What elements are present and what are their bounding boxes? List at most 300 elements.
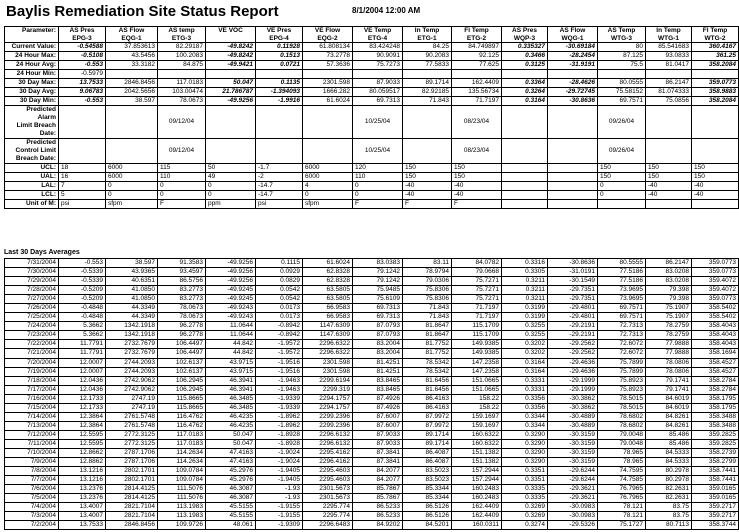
- daily-value: 78.0806: [646, 367, 692, 376]
- stat-value: 361.25: [692, 52, 739, 61]
- pred-label: [5, 106, 59, 139]
- daily-date: 7/31/2004: [5, 259, 59, 268]
- stat-value: 81.0417: [646, 61, 692, 70]
- pred-label: [5, 139, 59, 164]
- pred-date: [303, 139, 353, 164]
- param-header: [158, 27, 206, 43]
- limit-value: [692, 200, 739, 209]
- stat-value: 57.3636: [303, 61, 353, 70]
- daily-value: 44.3349: [106, 304, 158, 313]
- daily-value: 83.2004: [353, 349, 403, 358]
- pred-date: 09/12/04: [158, 139, 206, 164]
- daily-value: 359.4072: [692, 286, 739, 295]
- daily-value: -1.93: [256, 485, 303, 494]
- stat-value: 9.06783: [59, 88, 106, 97]
- daily-value: 84.5333: [646, 458, 692, 467]
- daily-value: -1.9572: [256, 349, 303, 358]
- pred-date: 09/26/04: [598, 139, 646, 164]
- daily-value: 46.3087: [206, 494, 256, 503]
- daily-value: 91.3583: [158, 259, 206, 268]
- daily-date: 7/30/2004: [5, 268, 59, 277]
- limit-value: 6000: [303, 173, 353, 182]
- daily-value: -1.9516: [256, 367, 303, 376]
- daily-value: 116.4762: [158, 412, 206, 421]
- daily-value: 0.3211: [502, 295, 548, 304]
- stat-value: 89.1714: [403, 79, 452, 88]
- daily-value: 45.2976: [206, 476, 256, 485]
- daily-value: 2295.4603: [303, 467, 353, 476]
- limit-value: -40: [646, 182, 692, 191]
- daily-value: 75.1727: [598, 521, 646, 530]
- daily-date: 7/17/2004: [5, 385, 59, 394]
- limit-value: 0: [106, 191, 158, 200]
- daily-value: 78.5342: [403, 367, 452, 376]
- pred-label-line: Predicted Alarm: [26, 106, 56, 121]
- daily-value: -0.5209: [59, 286, 106, 295]
- limit-value: 0: [353, 191, 403, 200]
- daily-value: 358.1795: [692, 394, 739, 403]
- daily-value: 87.4926: [353, 403, 403, 412]
- limit-value: 49: [206, 173, 256, 182]
- daily-date: 7/14/2004: [5, 412, 59, 421]
- daily-value: 81.8647: [403, 322, 452, 331]
- limit-value: -40: [403, 182, 452, 191]
- param-id: ETG-1: [417, 34, 437, 42]
- stat-value: -0.54588: [59, 43, 106, 52]
- stat-value: 100.2083: [158, 52, 206, 61]
- daily-value: 44.3349: [106, 313, 158, 322]
- daily-value: 160.6322: [452, 430, 502, 439]
- daily-value: 78.2759: [646, 322, 692, 331]
- daily-value: 151.0665: [452, 376, 502, 385]
- daily-value: 81.7752: [403, 340, 452, 349]
- daily-date: 7/27/2004: [5, 295, 59, 304]
- daily-value: 79.0668: [452, 268, 502, 277]
- limit-value: 150: [452, 164, 502, 173]
- pred-label-line: Breach Date:: [15, 155, 56, 162]
- daily-value: 87.9033: [353, 439, 403, 448]
- daily-value: 0.3356: [502, 394, 548, 403]
- daily-value: -1.8928: [256, 430, 303, 439]
- stat-value: -0.5108: [59, 52, 106, 61]
- daily-row: [5, 358, 739, 367]
- daily-row: [5, 286, 739, 295]
- stat-value: 80.059517: [353, 88, 403, 97]
- daily-row: [5, 412, 739, 421]
- limit-row-unit: [5, 200, 739, 209]
- param-header: [502, 27, 548, 43]
- daily-date: 7/19/2004: [5, 367, 59, 376]
- stat-value: [548, 70, 598, 79]
- daily-value: 2732.7679: [106, 349, 158, 358]
- daily-value: -49.9243: [206, 304, 256, 313]
- daily-value: 0.3255: [502, 322, 548, 331]
- daily-row: [5, 467, 739, 476]
- daily-value: 84.2077: [353, 467, 403, 476]
- stat-value: 50.047: [206, 79, 256, 88]
- stat-value: [106, 70, 158, 79]
- daily-value: -1.9024: [256, 448, 303, 457]
- daily-value: 84.0782: [452, 259, 502, 268]
- stat-value: 0.3125: [502, 61, 548, 70]
- daily-value: 0.3269: [502, 512, 548, 521]
- stat-value: 360.4167: [692, 43, 739, 52]
- pred-date: 08/23/04: [452, 106, 502, 139]
- stat-row-current: [5, 43, 739, 52]
- limit-value: -1.7: [256, 164, 303, 173]
- limit-value: 6000: [106, 164, 158, 173]
- stat-value: 117.0183: [158, 79, 206, 88]
- param-header: [403, 27, 452, 43]
- daily-value: 0.3202: [502, 340, 548, 349]
- limit-row-lcl: [5, 191, 739, 200]
- limit-value: 115: [158, 164, 206, 173]
- daily-value: 0.3199: [502, 313, 548, 322]
- daily-value: 358.2784: [692, 376, 739, 385]
- stat-value: [452, 70, 502, 79]
- stat-value: 83.424248: [353, 43, 403, 52]
- daily-value: -0.553: [59, 259, 106, 268]
- limit-value: [502, 173, 548, 182]
- limit-value: 0: [353, 182, 403, 191]
- daily-value: 0.3290: [502, 458, 548, 467]
- report-date: 8/1/2004 12:00 AM: [352, 6, 421, 15]
- daily-value: 46.4235: [206, 421, 256, 430]
- daily-row: [5, 403, 739, 412]
- limit-value: 150: [598, 173, 646, 182]
- daily-value: 86.4163: [403, 394, 452, 403]
- daily-value: 85.7867: [353, 494, 403, 503]
- daily-value: 0.3331: [502, 385, 548, 394]
- daily-value: -30.3159: [548, 430, 598, 439]
- daily-value: -1.9572: [256, 340, 303, 349]
- daily-value: 2787.1706: [106, 458, 158, 467]
- stat-value: 75.5: [598, 61, 646, 70]
- daily-value: 109.0784: [158, 476, 206, 485]
- daily-value: 358.7441: [692, 476, 739, 485]
- daily-value: -30.0983: [548, 512, 598, 521]
- daily-value: 12.3864: [59, 412, 106, 421]
- daily-value: 2732.7679: [106, 340, 158, 349]
- daily-value: 0.3290: [502, 439, 548, 448]
- daily-value: 71.843: [403, 313, 452, 322]
- daily-value: 0.3331: [502, 376, 548, 385]
- daily-value: 41.0850: [106, 295, 158, 304]
- pred-date: [206, 106, 256, 139]
- daily-value: 111.5076: [158, 494, 206, 503]
- stat-value: 82.92185: [403, 88, 452, 97]
- daily-value: 0.0929: [256, 268, 303, 277]
- daily-value: 73.9695: [598, 295, 646, 304]
- daily-value: 80.2978: [646, 467, 692, 476]
- pred-date: [502, 106, 548, 139]
- param-name: Fl Temp: [702, 27, 728, 34]
- pred-date: [548, 139, 598, 164]
- limit-label: UCL:: [5, 164, 59, 173]
- daily-value: 2296.6322: [303, 340, 353, 349]
- pred-date: 10/25/04: [353, 106, 403, 139]
- daily-value: 79.0048: [598, 430, 646, 439]
- limit-value: sfpm: [106, 200, 158, 209]
- daily-value: 78.121: [598, 503, 646, 512]
- stat-row-avg24: [5, 61, 739, 70]
- daily-value: 2301.5673: [303, 494, 353, 503]
- daily-value: 0.3305: [502, 268, 548, 277]
- daily-value: -29.4801: [548, 304, 598, 313]
- daily-value: 115.8665: [158, 403, 206, 412]
- daily-value: -49.9256: [206, 277, 256, 286]
- daily-value: 358.3488: [692, 421, 739, 430]
- param-name: AS Flow: [118, 27, 145, 34]
- daily-value: -29.6244: [548, 467, 598, 476]
- daily-value: 83.11: [403, 259, 452, 268]
- stat-value: 2846.8456: [106, 79, 158, 88]
- daily-value: 0.3344: [502, 412, 548, 421]
- stat-value: 0.3364: [502, 79, 548, 88]
- daily-value: 109.0784: [158, 467, 206, 476]
- limit-value: 0: [598, 182, 646, 191]
- param-id: ETG-4: [367, 34, 388, 42]
- daily-value: 47.4163: [206, 458, 256, 467]
- daily-value: 0.3344: [502, 421, 548, 430]
- stat-value: 38.597: [106, 97, 158, 106]
- daily-value: -29.2562: [548, 349, 598, 358]
- daily-value: 2296.6483: [303, 521, 353, 530]
- daily-value: 81.6456: [403, 385, 452, 394]
- daily-value: 63.5805: [303, 286, 353, 295]
- param-name: AS Pres: [512, 27, 537, 34]
- daily-row: [5, 503, 739, 512]
- daily-value: 83.8465: [353, 385, 403, 394]
- pred-date: [59, 139, 106, 164]
- daily-value: 0.3211: [502, 277, 548, 286]
- daily-value: 115.1709: [452, 322, 502, 331]
- status-summary-table: [4, 26, 739, 209]
- stat-value: 92.125: [452, 52, 502, 61]
- limit-value: 18: [59, 164, 106, 173]
- daily-value: 96.2778: [158, 322, 206, 331]
- limit-value: 150: [646, 173, 692, 182]
- limit-value: -2: [256, 173, 303, 182]
- daily-value: 80.2978: [646, 476, 692, 485]
- daily-value: 358.3488: [692, 412, 739, 421]
- limit-value: 110: [158, 173, 206, 182]
- daily-value: 2747.19: [106, 394, 158, 403]
- daily-row: [5, 349, 739, 358]
- daily-value: 358.5402: [692, 304, 739, 313]
- param-id: WTG-1: [658, 34, 679, 42]
- param-name: AS Pres: [69, 27, 95, 34]
- stat-value: 69.7313: [353, 97, 403, 106]
- param-id: WQP-3: [513, 34, 536, 42]
- limit-value: [548, 200, 598, 209]
- daily-value: -29.1999: [548, 385, 598, 394]
- daily-value: 87.6007: [353, 412, 403, 421]
- daily-value: 83.5023: [403, 467, 452, 476]
- daily-date: 7/25/2004: [5, 313, 59, 322]
- daily-row: [5, 295, 739, 304]
- limit-value: -40: [452, 191, 502, 200]
- limit-value: [548, 182, 598, 191]
- daily-value: -0.4848: [59, 313, 106, 322]
- pred-date: [256, 139, 303, 164]
- daily-value: 358.4043: [692, 340, 739, 349]
- daily-value: 358.5402: [692, 313, 739, 322]
- param-name: AS Flow: [559, 27, 586, 34]
- daily-value: 2299.6194: [303, 376, 353, 385]
- daily-row: [5, 485, 739, 494]
- pred-date: 08/23/04: [452, 139, 502, 164]
- stat-label: 24 Hour Max:: [5, 52, 59, 61]
- daily-value: 114.2634: [158, 448, 206, 457]
- daily-value: 2821.7104: [106, 512, 158, 521]
- limit-row-ual: [5, 173, 739, 182]
- daily-value: 12.1733: [59, 403, 106, 412]
- daily-value: 78.6802: [598, 421, 646, 430]
- daily-value: 358.1795: [692, 403, 739, 412]
- daily-value: -29.1999: [548, 376, 598, 385]
- daily-value: 2744.2093: [106, 358, 158, 367]
- daily-value: 2294.1757: [303, 403, 353, 412]
- daily-value: 79.1741: [646, 385, 692, 394]
- daily-value: 75.1907: [646, 313, 692, 322]
- daily-value: 77.9888: [646, 349, 692, 358]
- stat-value: 0.11928: [256, 43, 303, 52]
- stat-value: 87.9033: [353, 79, 403, 88]
- param-id: EPG-3: [72, 34, 92, 42]
- daily-value: 0.0542: [256, 295, 303, 304]
- daily-value: 41.0850: [106, 286, 158, 295]
- daily-value: 72.7313: [598, 331, 646, 340]
- daily-value: 75.8306: [403, 286, 452, 295]
- daily-value: 84.9202: [353, 521, 403, 530]
- daily-value: 0.3199: [502, 304, 548, 313]
- param-header: [646, 27, 692, 43]
- limit-value: -40: [692, 182, 739, 191]
- daily-row: [5, 331, 739, 340]
- daily-date: 7/26/2004: [5, 304, 59, 313]
- stat-row-min24: [5, 70, 739, 79]
- daily-value: 2744.2093: [106, 367, 158, 376]
- daily-value: -1.8928: [256, 439, 303, 448]
- daily-value: 78.965: [598, 458, 646, 467]
- daily-value: 2846.8456: [106, 521, 158, 530]
- daily-value: 12.0007: [59, 367, 106, 376]
- daily-value: 160.0311: [452, 521, 502, 530]
- param-header: [256, 27, 303, 43]
- stat-value: 103.00474: [158, 88, 206, 97]
- daily-value: 85.3344: [403, 485, 452, 494]
- daily-value: -49.9245: [206, 286, 256, 295]
- stat-value: [502, 70, 548, 79]
- daily-row: [5, 277, 739, 286]
- limit-value: 0: [158, 182, 206, 191]
- daily-value: 43.9715: [206, 367, 256, 376]
- daily-value: 13.4007: [59, 503, 106, 512]
- daily-value: 83.5023: [403, 476, 452, 485]
- daily-value: 2296.4162: [303, 458, 353, 467]
- daily-date: 7/10/2004: [5, 448, 59, 457]
- daily-value: 87.4926: [353, 394, 403, 403]
- daily-value: 75.7271: [452, 286, 502, 295]
- daily-value: 151.0665: [452, 385, 502, 394]
- daily-value: 359.4072: [692, 277, 739, 286]
- pred-date: [692, 139, 739, 164]
- daily-value: 84.8261: [646, 412, 692, 421]
- param-name: VE VOC: [218, 27, 243, 34]
- param-name: VE Flow: [314, 27, 341, 34]
- daily-value: 81.6456: [403, 376, 452, 385]
- daily-value: 1342.1918: [106, 331, 158, 340]
- daily-row: [5, 367, 739, 376]
- stat-value: 93.0833: [646, 52, 692, 61]
- daily-value: 86.4087: [403, 448, 452, 457]
- daily-value: 72.6072: [598, 340, 646, 349]
- daily-value: 11.0644: [206, 331, 256, 340]
- stat-value: 80.0555: [598, 79, 646, 88]
- daily-value: 12.1733: [59, 394, 106, 403]
- stat-value: -28.2454: [548, 52, 598, 61]
- daily-value: 2814.4125: [106, 494, 158, 503]
- daily-value: 43.9715: [206, 358, 256, 367]
- daily-value: 160.2483: [452, 494, 502, 503]
- stat-value: 80: [598, 43, 646, 52]
- daily-value: 79.398: [646, 286, 692, 295]
- param-id: EQG-2: [317, 34, 338, 42]
- report-header: [0, 0, 724, 24]
- daily-value: 13.2376: [59, 494, 106, 503]
- param-id: ETG-2: [466, 34, 487, 42]
- daily-date: 7/18/2004: [5, 376, 59, 385]
- stat-value: 71.843: [403, 97, 452, 106]
- stat-value: 359.0773: [692, 79, 739, 88]
- daily-row: [5, 430, 739, 439]
- daily-value: -1.9463: [256, 376, 303, 385]
- daily-value: 46.3941: [206, 376, 256, 385]
- stat-value: -0.553: [59, 61, 106, 70]
- daily-value: 83.8465: [353, 376, 403, 385]
- daily-value: 13.7533: [59, 521, 106, 530]
- daily-value: 46.3485: [206, 394, 256, 403]
- daily-value: 82.2631: [646, 494, 692, 503]
- daily-value: 358.2784: [692, 385, 739, 394]
- daily-value: -30.4889: [548, 412, 598, 421]
- limit-value: [548, 191, 598, 200]
- daily-value: -0.5209: [59, 295, 106, 304]
- daily-value: -0.5339: [59, 277, 106, 286]
- daily-value: -29.3621: [548, 485, 598, 494]
- daily-value: 71.843: [403, 304, 452, 313]
- daily-value: 75.7899: [598, 358, 646, 367]
- daily-date: 7/6/2004: [5, 485, 59, 494]
- param-name: AS temp: [168, 27, 195, 34]
- daily-value: 2747.19: [106, 403, 158, 412]
- daily-value: 0.3255: [502, 331, 548, 340]
- limit-value: 0: [598, 191, 646, 200]
- daily-value: -29.4801: [548, 313, 598, 322]
- daily-row: [5, 521, 739, 530]
- daily-value: 151.1382: [452, 458, 502, 467]
- daily-value: 84.8261: [646, 421, 692, 430]
- daily-value: 111.5076: [158, 485, 206, 494]
- daily-value: 81.8647: [403, 331, 452, 340]
- daily-value: 160.6322: [452, 439, 502, 448]
- pred-date: [502, 139, 548, 164]
- stat-value: 90.9091: [353, 52, 403, 61]
- param-id: EPG-4: [269, 34, 289, 42]
- limit-value: 150: [452, 173, 502, 182]
- param-id: WQG-1: [561, 34, 584, 42]
